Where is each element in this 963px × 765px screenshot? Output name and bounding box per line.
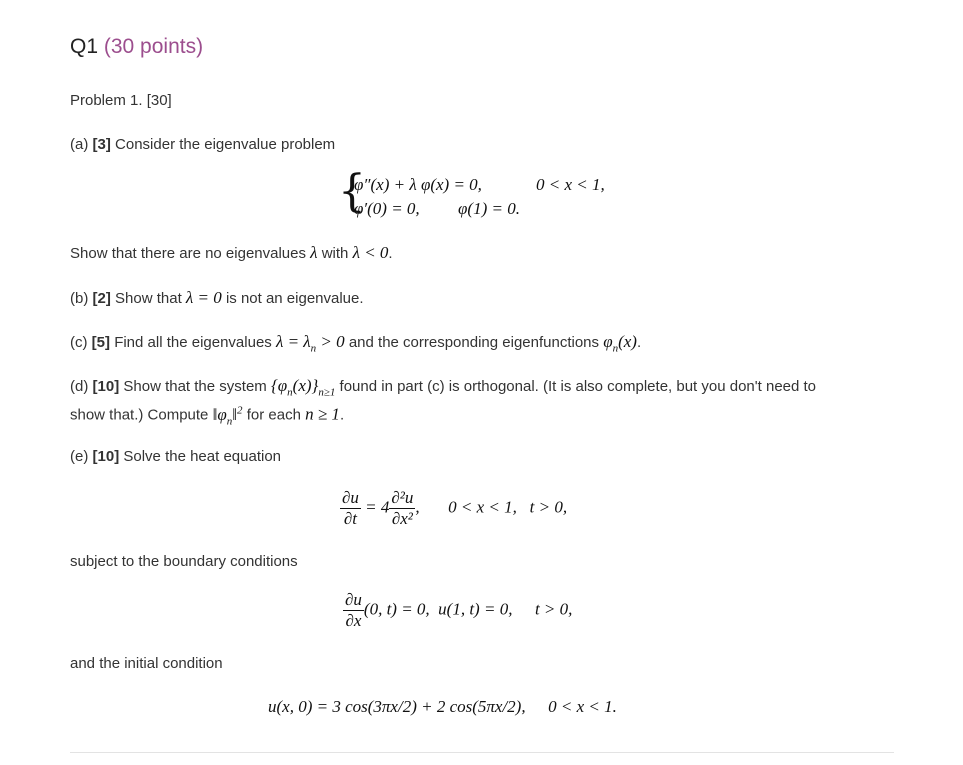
part-a-show-cond: λ < 0 (352, 243, 389, 262)
part-a-show-text: Show that there are no eigenvalues (70, 245, 306, 262)
part-e-prefix: (e) (70, 448, 89, 465)
system-brace: { (338, 166, 366, 217)
question-points: (30 points) (103, 35, 204, 58)
part-c-end: . (636, 334, 642, 351)
ic-domain: 0 < x < 1. (548, 697, 617, 716)
part-b-text-before: Show that (115, 290, 182, 307)
part-d-line2-end: . (339, 406, 345, 424)
part-d-line2-text1: show that.) Compute (70, 406, 209, 424)
bc-domain: t > 0, (534, 599, 573, 619)
part-e-text: Solve the heat equation (123, 448, 281, 465)
ic-label: and the initial condition (70, 655, 223, 672)
part-d-line-2 (70, 404, 344, 427)
part-b-math: λ = 0 (185, 288, 222, 307)
pde-equals: = 4 (365, 497, 390, 517)
part-d-line2-text2: for each (246, 406, 301, 424)
bc-label: subject to the boundary conditions (70, 553, 298, 570)
bottom-divider (70, 752, 894, 753)
part-d-text1: Show that the system (123, 378, 267, 395)
eigen-equation-1: φ″(x) + λ φ(x) = 0, (354, 175, 482, 194)
part-a-show-lambda: λ (310, 243, 318, 262)
part-b-text-after: is not an eigenvalue. (225, 290, 364, 307)
part-b-statement (70, 288, 364, 308)
part-e-statement (70, 448, 281, 465)
part-a-show-end: . (388, 245, 393, 262)
part-a-show (70, 243, 393, 263)
part-d-norm-math: $‖\varphi_n‖^2$ (212, 404, 243, 428)
eigen-equation-2-b: φ(1) = 0. (458, 199, 520, 218)
part-b-points: [2] (92, 290, 111, 307)
bc-fraction: $\frac{\partial u}{\partial x}$ (345, 590, 362, 630)
part-d-prefix: (d) (70, 378, 89, 395)
part-d-points: [10] (92, 378, 120, 395)
part-d-text2: found in part (c) is orthogonal. (It is also complete, but you don't need to (339, 378, 817, 395)
part-c-math-eigenvalue: $\lambda = \lambda_n > 0$ (275, 332, 345, 355)
part-d-cond-math: n ≥ 1 (305, 404, 340, 424)
initial-condition (268, 697, 617, 717)
part-a-points: [3] (92, 136, 111, 153)
part-c-statement (70, 332, 641, 354)
eigen-equation-2: φ′(0) = 0, (354, 199, 420, 218)
part-a-statement (70, 136, 335, 153)
pde-domain: 0 < x < 1, t > 0, (448, 497, 568, 517)
question-title (70, 35, 203, 59)
part-c-text-before: Find all the eigenvalues (114, 334, 272, 351)
pde-lhs-fraction: $\frac{\partial u}{\partial t}$ (342, 488, 359, 528)
ic-equation: u(x, 0) = 3 cos(3πx/2) + 2 cos(5πx/2), (268, 697, 526, 716)
part-d-system-math: $\{\varphi_n(x)\}_{n\ge 1}$ (270, 376, 336, 399)
part-a-prefix: (a) (70, 136, 89, 153)
pde-comma: , (415, 497, 420, 517)
bc-rest: (0, t) = 0, u(1, t) = 0, (363, 599, 513, 619)
part-d-line-1 (70, 376, 816, 398)
part-a-text: Consider the eigenvalue problem (115, 136, 336, 153)
part-c-text-mid: and the corresponding eigenfunctions (348, 334, 600, 351)
problem-heading: Problem 1. [30] (70, 92, 172, 109)
boundary-conditions (343, 590, 572, 631)
question-label: Q1 (70, 35, 99, 58)
eigen-equation-1-domain: 0 < x < 1, (536, 175, 605, 194)
part-b-prefix: (b) (70, 290, 89, 307)
part-c-prefix: (c) (70, 334, 88, 351)
pde-rhs-fraction: $\frac{\text{∂²u}}{\text{∂x²}}$ (391, 488, 414, 528)
part-c-math-eigenfunction: $\varphi_n(x)$ (603, 332, 637, 355)
heat-equation (340, 488, 567, 529)
part-c-points: [5] (91, 334, 111, 351)
part-e-points: [10] (92, 448, 120, 465)
part-a-show-with: with (321, 245, 349, 262)
